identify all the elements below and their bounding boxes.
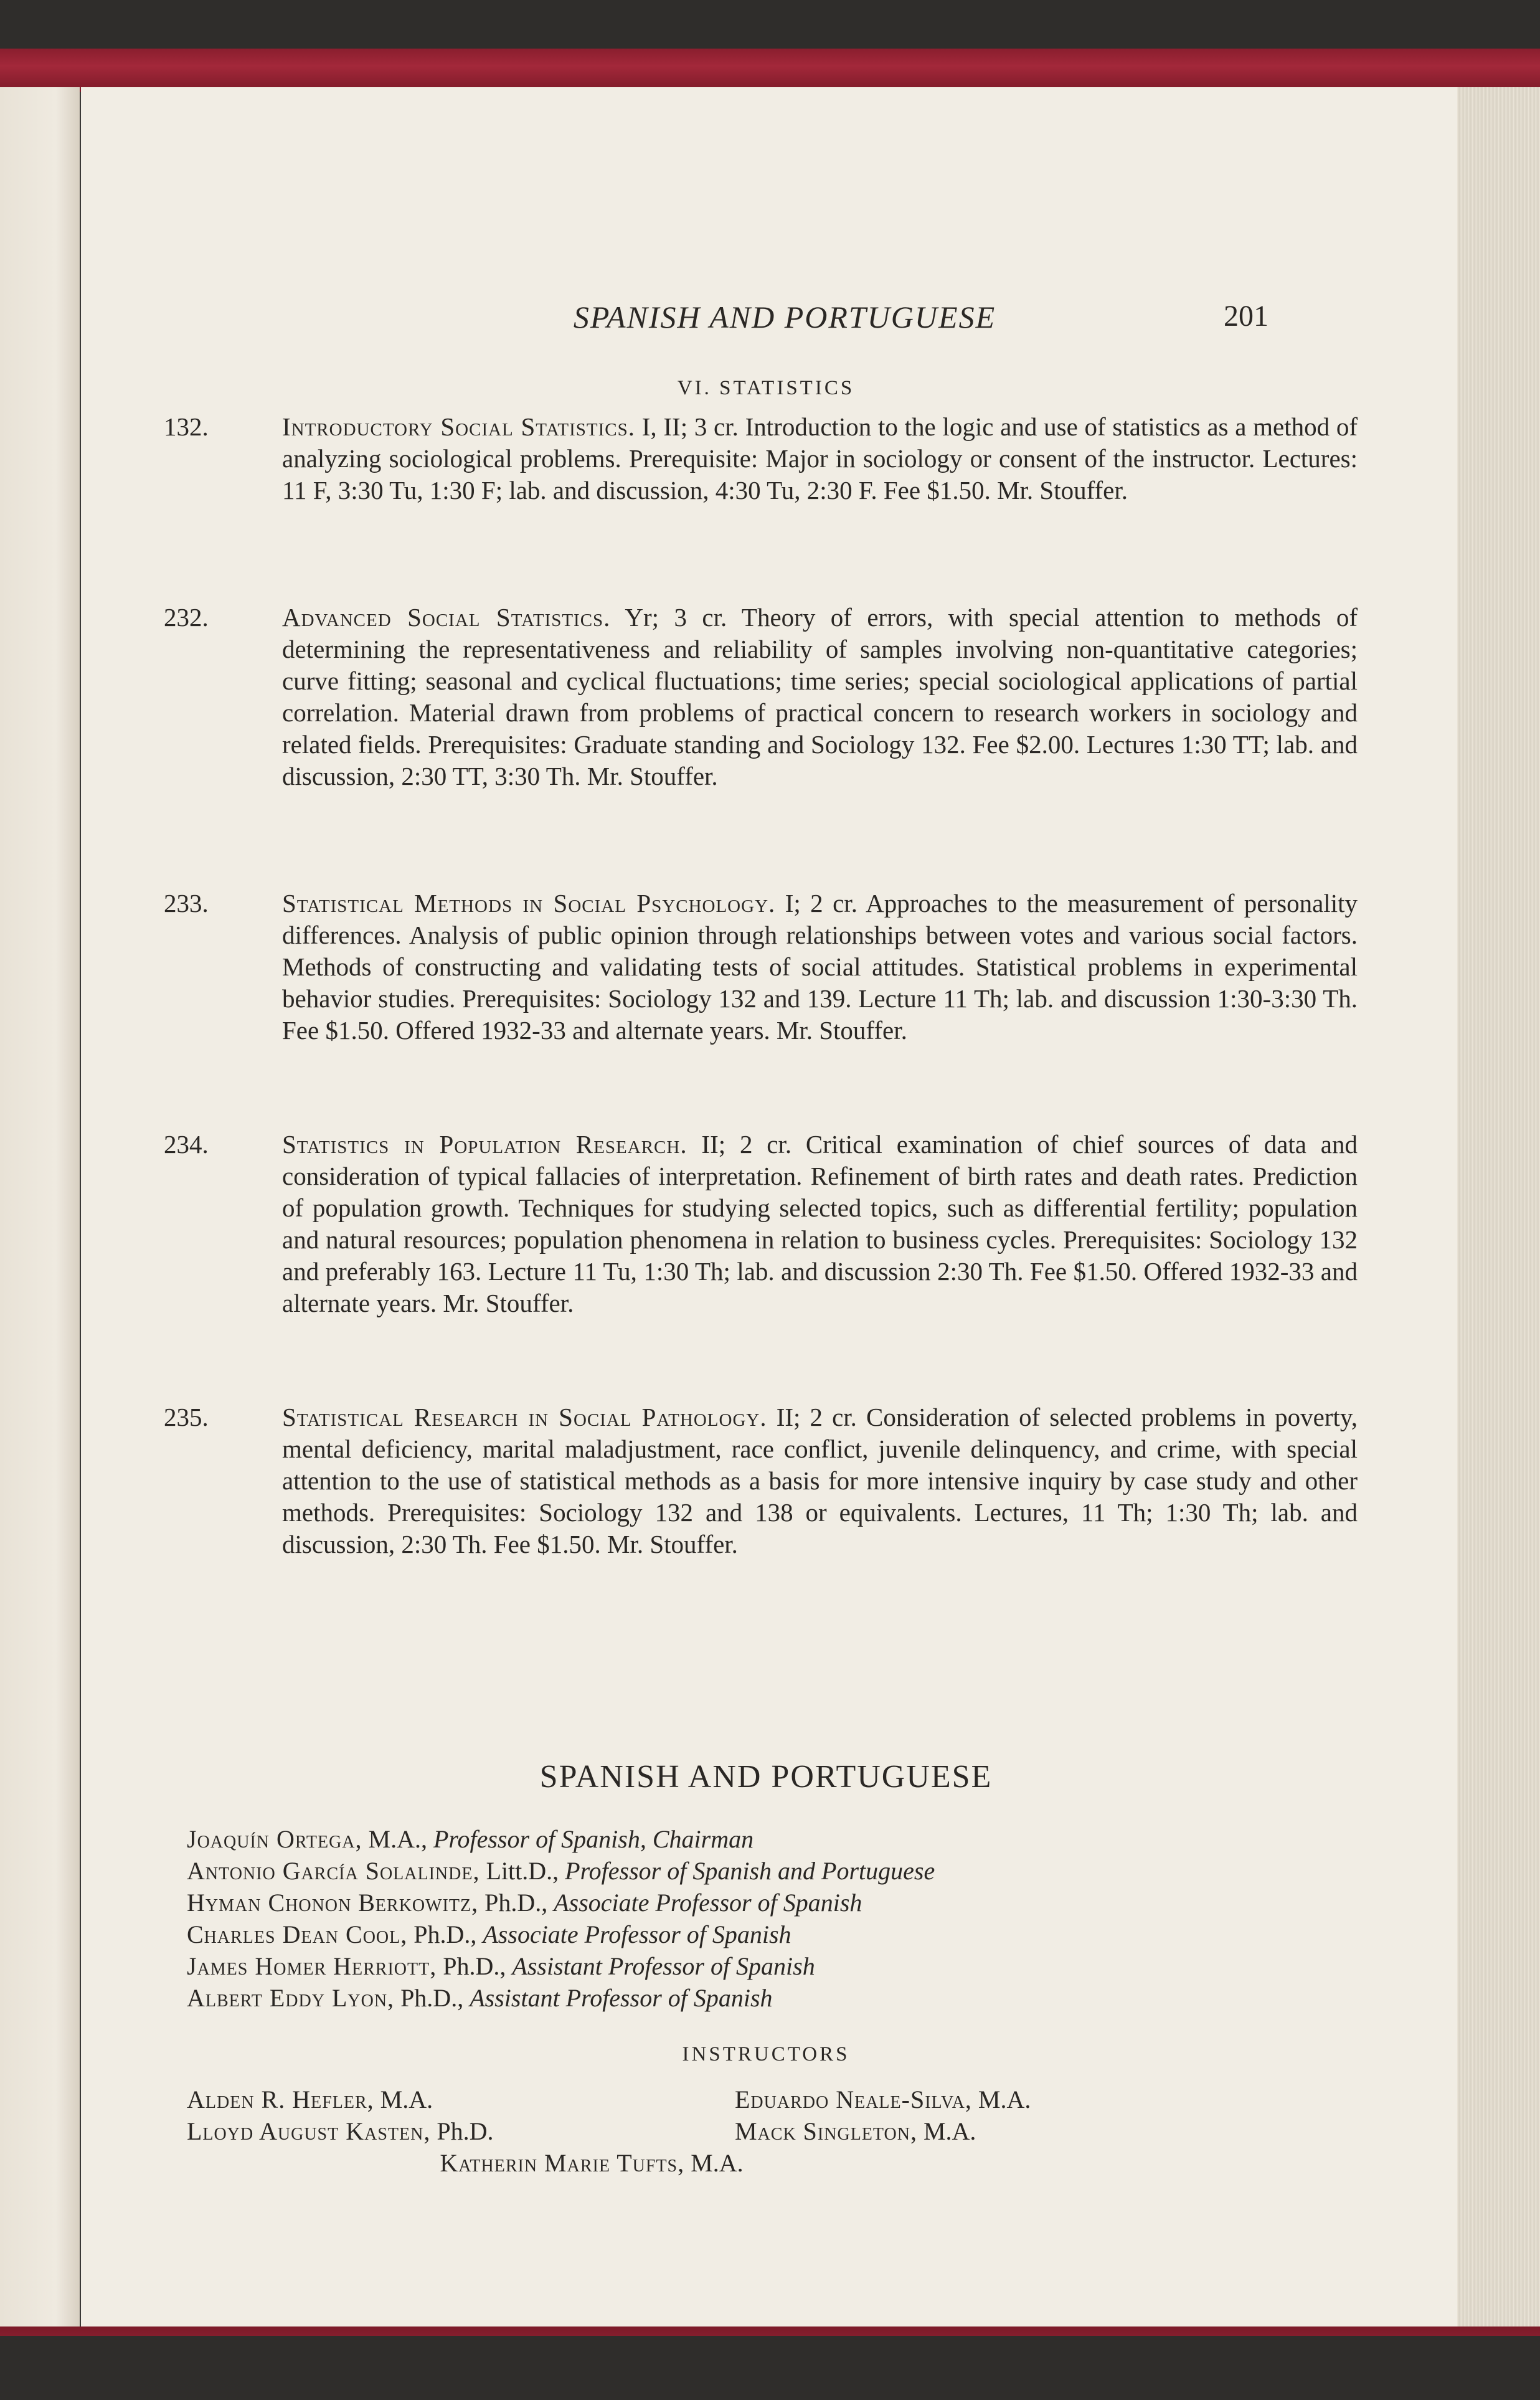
course-title: Statistical Methods in Social Psychology.: [282, 889, 776, 918]
section-heading: VI. STATISTICS: [677, 377, 855, 399]
course-entry: [164, 1129, 1358, 1319]
course-title: Introductory Social Statistics.: [282, 412, 636, 441]
faculty-member: Charles Dean Cool, Ph.D., Associate Professor of Spanish: [187, 1920, 791, 1948]
faculty-member: Antonio García Solalinde, Litt.D., Professor of Spanish and Portuguese: [187, 1857, 935, 1885]
faculty-member: Hyman Chonon Berkowitz, Ph.D., Associate Professor of Spanish: [187, 1889, 862, 1917]
instructor: Katherin Marie Tufts, M.A.: [440, 2149, 744, 2177]
department-title: SPANISH AND PORTUGUESE: [539, 1759, 993, 1795]
course-description: I, II; 3 cr. Introduction to the logic and use of statistics as a method of analyzing sociological problems. Prerequisite: Major in sociology or consent of the instructor. Lectures: 11 F, 3:30 Tu, 1:30 F; lab. and discussion, 4:30 Tu, 2:30 F. Fee $1.50. Mr. Stouffer.: [282, 412, 1358, 505]
course-entry: [164, 888, 1358, 1046]
facing-page-edge: [0, 87, 80, 2330]
running-header-title: SPANISH AND PORTUGUESE: [573, 300, 996, 334]
course-description: II; 2 cr. Consideration of selected problems in poverty, mental deficiency, marital maladjustment, race conflict, juvenile delinquency, and crime, with special attention to the use of statistical methods as a basis for more intensive inquiry by case study and other methods. Prerequisites: Sociology 132 and 138 or equivalents. Lectures, 11 Th; 1:30 Th; lab. and discussion, 2:30 Th. Fee $1.50. Mr. Stouffer.: [282, 1403, 1358, 1558]
scanner-background-top: [0, 0, 1540, 50]
book-binding-top: [0, 49, 1540, 92]
page-block-edge: [1454, 87, 1540, 2330]
instructor: Alden R. Hefler, M.A.: [187, 2085, 433, 2113]
course-title: Advanced Social Statistics.: [282, 603, 611, 632]
course-description: I; 2 cr. Approaches to the measurement of personality differences. Analysis of public opinion through relationships between votes and various social factors. Methods of constructing and validating tests of social attitudes. Statistical problems in experimental behavior studies. Prerequisites: Sociology 132 and 139. Lecture 11 Th; lab. and discussion 1:30-3:30 Th. Fee $1.50. Offered 1932-33 and alternate years. Mr. Stouffer.: [282, 889, 1358, 1045]
page-number: 201: [1224, 300, 1268, 333]
faculty-member: Joaquín Ortega, M.A., Professor of Spanish, Chairman: [187, 1825, 754, 1853]
faculty-member: James Homer Herriott, Ph.D., Assistant Professor of Spanish: [187, 1952, 815, 1980]
course-entry: [164, 411, 1358, 506]
course-number: 235.: [164, 1403, 209, 1431]
course-entry: [164, 602, 1358, 792]
course-title: Statistics in Population Research.: [282, 1130, 687, 1159]
course-number: 132.: [164, 412, 209, 441]
instructor: Lloyd August Kasten, Ph.D.: [187, 2117, 494, 2145]
course-entry: [164, 1402, 1358, 1560]
course-number: 232.: [164, 603, 209, 632]
instructors-list: [187, 2084, 1370, 2179]
course-description: Yr; 3 cr. Theory of errors, with special attention to methods of determining the representativeness and reliability of samples involving non-quantitative categories; curve fitting; seasonal and cyclical fluctuations; time series; special sociological applications of partial correlation. Material drawn from problems of practical concern to research workers in sociology and related fields. Prerequisites: Graduate standing and Sociology 132. Fee $2.00. Lectures 1:30 TT; lab. and discussion, 2:30 TT, 3:30 Th. Mr. Stouffer.: [282, 603, 1358, 790]
instructors-heading: INSTRUCTORS: [682, 2043, 850, 2066]
course-title: Statistical Research in Social Pathology.: [282, 1403, 767, 1431]
book-page: [81, 87, 1457, 2330]
faculty-member: Albert Eddy Lyon, Ph.D., Assistant Professor of Spanish: [187, 1984, 773, 2012]
course-number: 234.: [164, 1130, 209, 1159]
instructor: Mack Singleton, M.A.: [735, 2117, 976, 2145]
course-description: II; 2 cr. Critical examination of chief sources of data and consideration of typical fallacies of interpretation. Refinement of birth rates and death rates. Prediction of population growth. Techniques for studying selected topics, such as differential fertility; population and natural resources; population phenomena in relation to business cycles. Prerequisites: Sociology 132 and preferably 163. Lecture 11 Tu, 1:30 Th; lab. and discussion 2:30 Th. Fee $1.50. Offered 1932-33 and alternate years. Mr. Stouffer.: [282, 1130, 1358, 1317]
course-number: 233.: [164, 889, 209, 918]
faculty-list: [187, 1823, 1370, 2014]
scanner-background-bottom: [0, 2336, 1540, 2400]
instructor: Eduardo Neale-Silva, M.A.: [735, 2085, 1031, 2113]
